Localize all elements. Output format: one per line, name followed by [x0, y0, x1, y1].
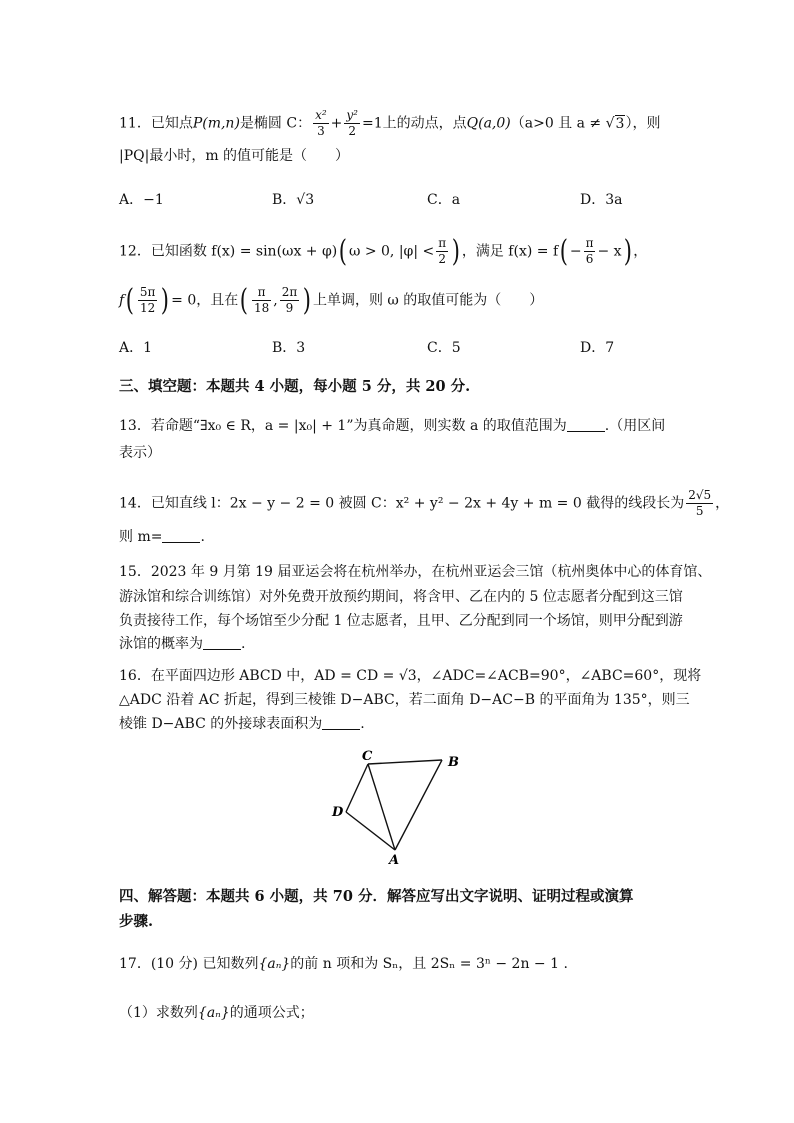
q16-text-a: 棱锥 D−ABC 的外接球表面积为	[119, 716, 323, 732]
label-c: C	[362, 749, 373, 764]
q12-frac-5pi12: $\frac{5\pi}{12}$	[139, 285, 156, 315]
q14-text-b: 则 m=	[119, 529, 163, 545]
q17-part1-seq: {aₙ}	[197, 1005, 230, 1021]
q16-blank[interactable]	[322, 715, 360, 730]
q12-minus-x: − x	[597, 243, 622, 260]
q12-option-d: D．7	[580, 340, 615, 356]
q17-part1-a: （1）求数列	[119, 1005, 198, 1021]
q15-line1: 15．2023 年 9 月第 19 届亚运会将在杭州举办，在杭州亚运会三馆（杭州奥体中心的体育馆、	[119, 564, 712, 580]
section-4-heading-line2: 步骤.	[119, 913, 154, 930]
label-a: A	[389, 853, 400, 866]
q11-option-a: A．−1	[119, 192, 164, 208]
q11-text-a: 11．已知点	[119, 115, 193, 132]
q17-text-b: 的前 n 项和为 Sₙ，且 2Sₙ = 3ⁿ − 2n − 1 .	[290, 956, 568, 972]
q11-option-c: C．a	[427, 192, 461, 208]
q14-blank[interactable]	[162, 528, 200, 543]
quadrilateral-figure	[328, 748, 488, 866]
q11-line2: |PQ|最小时，m 的值可能是（ ）	[119, 148, 350, 164]
q14-end: ，	[715, 495, 730, 512]
q12-option-a: A．1	[119, 340, 153, 356]
q14-frac: $\frac{2√5}{5}$	[688, 488, 712, 518]
q12-text-c: = 0，且在	[171, 292, 239, 309]
q12-frac-2pi9: $\frac{2\pi}{9}$	[281, 285, 298, 315]
edge-da	[346, 812, 395, 850]
q16-text-b: .	[360, 716, 365, 732]
q11-frac-y: $\frac{\text{y²}}{2}$	[346, 108, 358, 138]
q15-line3: 负责接待工作，每个场馆至少分配 1 位志愿者，且甲、乙分配到同一个场馆，则甲分配到游	[119, 613, 683, 629]
q15-line4	[119, 634, 245, 654]
q11-text-d: （a>0 且 a ≠	[510, 115, 606, 132]
q12-f: f	[119, 292, 125, 309]
q11-point-p: P(m,n)	[192, 115, 240, 132]
q17-part1-b: 的通项公式；	[229, 1005, 314, 1021]
q12-line2: f( $\frac{5\pi}{12}$ ) = 0，且在( $\frac{\pi}{18}$ , $\frac{2\pi}{9}$ ) 上单调，则 ω 的取值可能为（ ）	[119, 282, 544, 318]
q11-text-c: =1上的动点，点	[362, 115, 467, 132]
section-4-heading-line1: 四、解答题：本题共 6 小题，共 70 分．解答应写出文字说明、证明过程或演算	[119, 888, 634, 905]
q12-end: ，	[633, 243, 648, 260]
q17-part1	[119, 1003, 314, 1023]
q12-text-d: 上单调，则 ω 的取值可能为（ ）	[312, 292, 544, 309]
label-d: D	[332, 805, 344, 820]
q16-line3	[119, 714, 365, 734]
q11-text-e: ），则	[625, 115, 661, 132]
edge-ca	[368, 764, 395, 850]
q12-frac-pi2: $\frac{\pi}{2}$	[438, 236, 447, 266]
label-b: B	[448, 755, 459, 770]
q12-text-b: ，满足 f(x) = f	[461, 243, 559, 260]
q12-option-b: B．3	[272, 340, 306, 356]
q12-frac-pi6: $\frac{\pi}{6}$	[585, 236, 594, 266]
q15-line2: 游泳馆和综合训练馆）对外免费开放预约期间，将含甲、乙在内的 5 位志愿者分配到这三馆	[119, 589, 683, 605]
q15-text-a: 泳馆的概率为	[119, 636, 203, 652]
q11-plus: +	[330, 115, 343, 132]
q13-text-b: .（用区间	[604, 418, 666, 434]
q16-line2: △ADC 沿着 AC 折起，得到三棱锥 D−ABC，若二面角 D−AC−B 的平面角为 135°，则三	[119, 692, 690, 708]
q15-text-b: .	[241, 636, 246, 652]
edge-cb	[368, 760, 442, 764]
q15-blank[interactable]	[203, 635, 241, 650]
q11-sqrt: 3	[615, 115, 625, 132]
q17-seq: {aₙ}	[258, 956, 291, 972]
q17-text-a: 17．(10 分) 已知数列	[119, 956, 259, 972]
q14-text-a: 14．已知直线 l：2x − y − 2 = 0 被圆 C：x² + y² − 2x + 4y + m = 0 截得的线段长为	[119, 495, 685, 512]
q12-option-c: C．5	[427, 340, 461, 356]
q16-line1: 16．在平面四边形 ABCD 中，AD = CD = √3，∠ADC=∠ACB=90°，∠ABC=60°，现将	[119, 668, 702, 684]
q11-text-b: 是椭圆 C：	[239, 115, 312, 132]
q13-line2: 表示）	[119, 445, 161, 461]
q14-line1	[119, 488, 729, 519]
q11-frac-x: $\frac{\text{x²}}{3}$	[315, 108, 327, 138]
q13-line1	[119, 416, 665, 436]
q11-option-d: D．3a	[580, 192, 623, 208]
edge-ba	[395, 760, 442, 850]
q11-point-q: Q(a,0)	[466, 115, 511, 132]
q12-neg: −	[569, 243, 582, 260]
q12-line1: 12．已知函数 f(x) = sin(ωx + φ)( ω > 0, |φ| < $\frac{\pi}{2}$ ) ，满足 f(x) = f( − $\frac{\pi}{6}$ − x) ，	[119, 233, 648, 269]
q13-blank[interactable]	[567, 417, 605, 432]
q12-text-a: 12．已知函数 f(x) = sin(ωx + φ)	[119, 243, 338, 260]
section-3-heading: 三、填空题：本题共 4 小题，每小题 5 分，共 20 分.	[119, 378, 471, 395]
q11-option-b: B．√3	[272, 192, 315, 208]
edge-cd	[346, 764, 368, 812]
q11-line1: 11．已知点P(m,n)是椭圆 C： $\frac{\text{x²}}{3}$ + $\frac{\text{y²}}{2}$ =1上的动点，点Q(a,0)（a>0 且 a ≠ √3），则	[119, 108, 661, 138]
q12-comma: ,	[273, 292, 278, 309]
q12-frac-pi18: $\frac{\pi}{18}$	[253, 285, 270, 315]
q14-line2	[119, 527, 205, 547]
q14-text-c: .	[200, 529, 205, 545]
q13-text-a: 13．若命题“∃x₀ ∈ R，a = |x₀| + 1”为真命题，则实数 a 的取值范围为	[119, 418, 567, 434]
q12-cond: ω > 0, |φ| <	[348, 243, 435, 260]
q17-line1	[119, 954, 568, 974]
